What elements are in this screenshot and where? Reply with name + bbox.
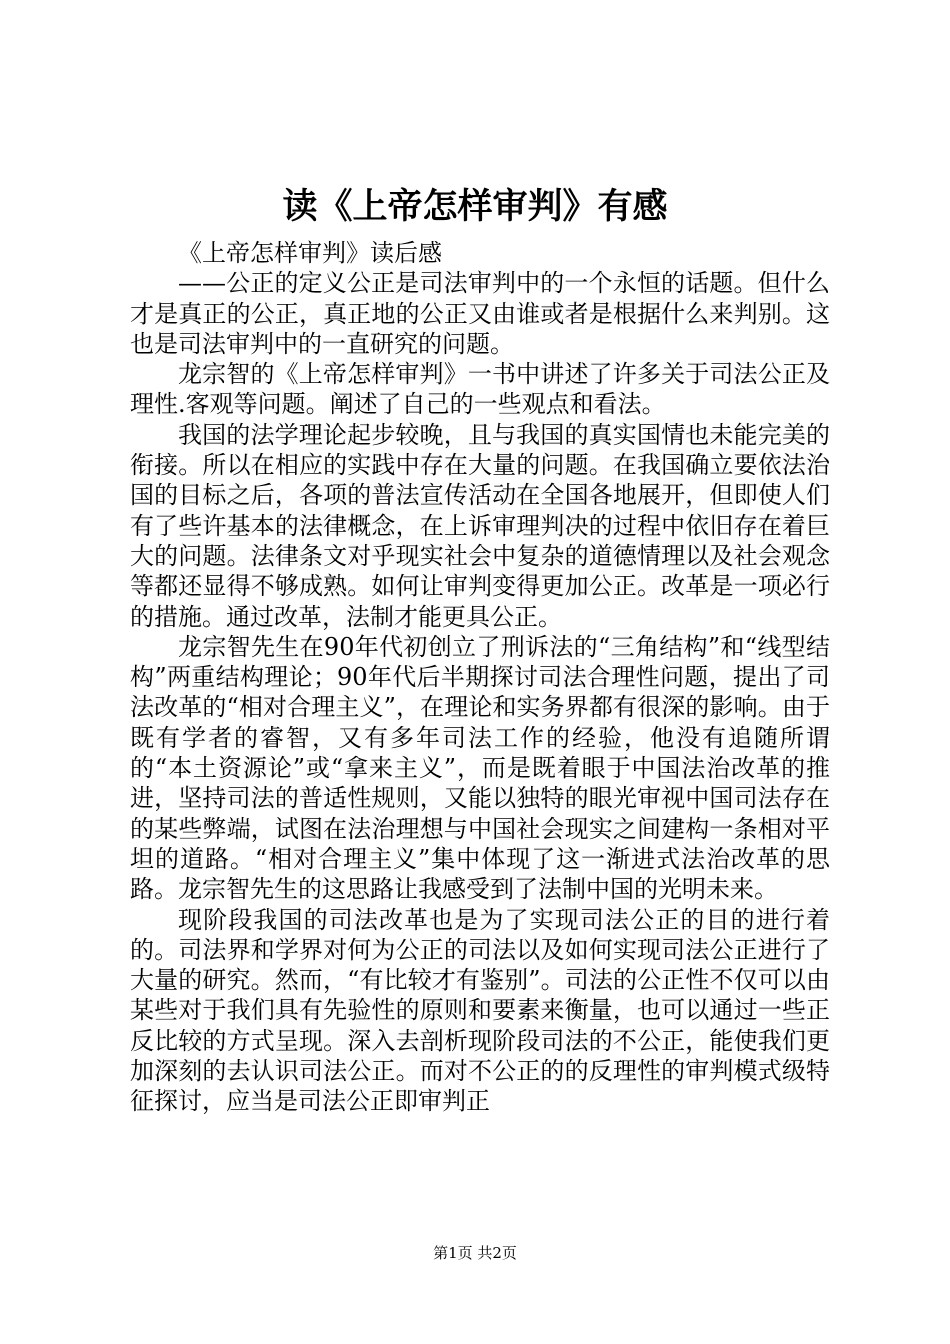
paragraph-4: 龙宗智先生在90年代初创立了刑诉法的“三角结构”和“线型结构”两重结构理论；90年代后半期探讨司法合理性问题，提出了司法改革的“相对合理主义”，在理论和实务界都有很深的影响。由于既有学者的睿智，又有多年司法工作的经验，他没有追随所谓的“本土资源论”或“拿来主义”，而是既着眼于中国法治改革的推进，坚持司法的普适性规则，又能以独特的眼光审视中国司法存在的某些弊端，试图在法治理想与中国社会现实之间建构一条相对平坦的道路。“相对合理主义”集中体现了这一渐进式法治改革的思路。龙宗智先生的这思路让我感受到了法制中国的光明未来。 (130, 632, 830, 904)
document-title: 读《上帝怎样审判》有感 (282, 187, 668, 227)
page-number-footer: 第1页 共2页 (433, 1244, 517, 1262)
document-subtitle: 《上帝怎样审判》读后感 (178, 239, 442, 267)
paragraph-1: ——公正的定义公正是司法审判中的一个永恒的话题。但什么才是真正的公正，真正地的公正又由谁或者是根据什么来判别。这也是司法审判中的一直研究的问题。 (130, 269, 830, 358)
paragraph-5: 现阶段我国的司法改革也是为了实现司法公正的目的进行着的。司法界和学界对何为公正的司法以及如何实现司法公正进行了大量的研究。然而，“有比较才有鉴别”。司法的公正性不仅可以由某些对于我们具有先验性的原则和要素来衡量，也可以通过一些正反比较的方式呈现。深入去剖析现阶段司法的不公正，能使我们更加深刻的去认识司法公正。而对不公正的的反理性的审判模式级特征探讨，应当是司法公正即审判正 (130, 905, 830, 1116)
paragraph-3: 我国的法学理论起步较晚，且与我国的真实国情也未能完美的衔接。所以在相应的实践中存在大量的问题。在我国确立要依法治国的目标之后，各项的普法宣传活动在全国各地展开，但即使人们有了些许基本的法律概念，在上诉审理判决的过程中依旧存在着巨大的问题。法律条文对乎现实社会中复杂的道德情理以及社会观念等都还显得不够成熟。如何让审判变得更加公正。改革是一项必行的措施。通过改革，法制才能更具公正。 (130, 420, 830, 631)
paragraph-2: 龙宗智的《上帝怎样审判》一书中讲述了许多关于司法公正及理性.客观等问题。阐述了自己的一些观点和看法。 (130, 360, 830, 419)
document-body (130, 238, 830, 1117)
